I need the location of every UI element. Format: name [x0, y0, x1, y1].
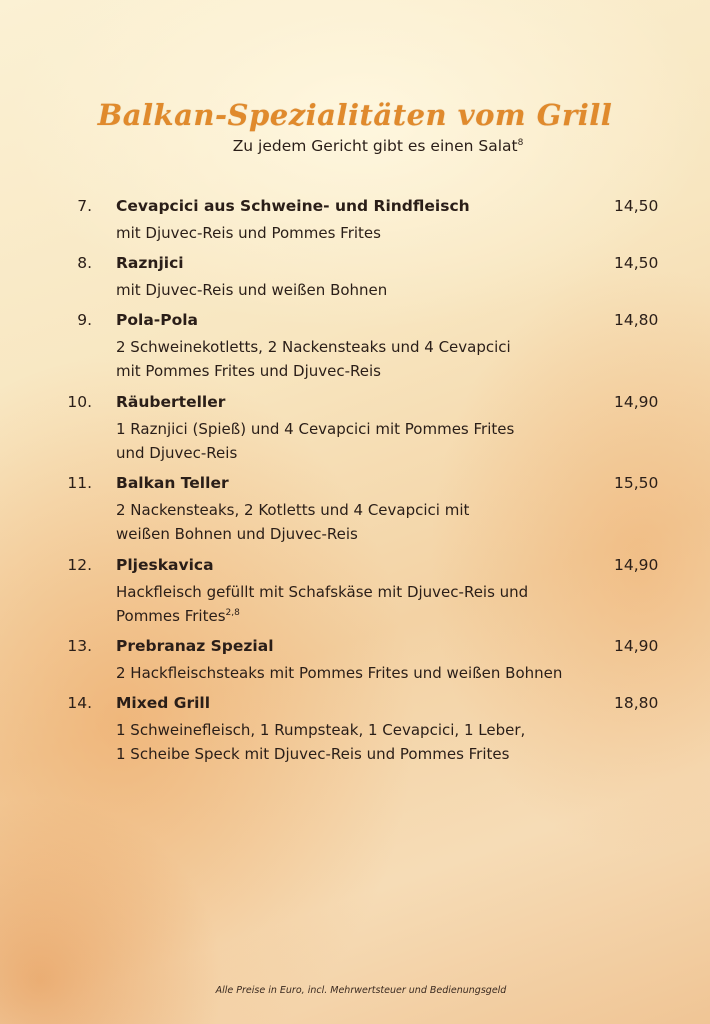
- menu-item-name: Mixed Grill: [116, 694, 211, 712]
- menu-item-price: 14,50: [614, 197, 659, 215]
- description-text: 1 Scheibe Speck mit Djuvec-Reis und Pommes Frites: [116, 745, 510, 763]
- description-text: 2 Nackensteaks, 2 Kotletts und 4 Cevapcici mit: [116, 501, 470, 519]
- description-line: [116, 580, 586, 604]
- description-line: [116, 661, 586, 685]
- description-line: [116, 742, 586, 766]
- menu-item-description: [116, 580, 586, 628]
- menu-item-number: 11.: [67, 474, 92, 492]
- menu-item-name: Pljeskavica: [116, 556, 214, 574]
- description-text: Pommes Frites: [116, 607, 226, 625]
- menu-item-price: 15,50: [614, 474, 659, 492]
- description-line: [116, 604, 586, 628]
- menu-item-description: [116, 335, 586, 383]
- menu-item-description: [116, 718, 586, 766]
- description-text: 1 Raznjici (Spieß) und 4 Cevapcici mit Pommes Frites: [116, 420, 515, 438]
- description-text: 2 Hackfleischsteaks mit Pommes Frites und weißen Bohnen: [116, 664, 563, 682]
- description-line: [116, 718, 586, 742]
- allergen-footnote: 2,8: [225, 608, 240, 618]
- subtitle-text: Zu jedem Gericht gibt es einen Salat: [232, 137, 518, 155]
- menu-item-price: 14,90: [614, 637, 659, 655]
- menu-item-description: [116, 661, 586, 685]
- menu-item-description: [116, 278, 586, 302]
- description-text: mit Djuvec-Reis und weißen Bohnen: [116, 281, 388, 299]
- menu-item-number: 13.: [67, 637, 92, 655]
- description-line: [116, 278, 586, 302]
- menu-item-description: [116, 417, 586, 465]
- menu-item-name: Räuberteller: [116, 393, 226, 411]
- description-line: [116, 498, 586, 522]
- description-text: weißen Bohnen und Djuvec-Reis: [116, 525, 358, 543]
- menu-subtitle: [0, 137, 710, 155]
- menu-item-price: 14,90: [614, 556, 659, 574]
- menu-item-number: 14.: [67, 694, 92, 712]
- description-text: Hackfleisch gefüllt mit Schafskäse mit Djuvec-Reis und: [116, 583, 529, 601]
- menu-item-price: 14,50: [614, 254, 659, 272]
- description-line: [116, 441, 586, 465]
- description-line: [116, 335, 586, 359]
- menu-item-price: 14,80: [614, 311, 659, 329]
- menu-item-number: 9.: [77, 311, 92, 329]
- description-line: [116, 522, 586, 546]
- menu-item-name: Cevapcici aus Schweine- und Rindfleisch: [116, 197, 470, 215]
- description-line: [116, 417, 586, 441]
- description-text: 2 Schweinekotletts, 2 Nackensteaks und 4 Cevapcici: [116, 338, 511, 356]
- description-text: 1 Schweinefleisch, 1 Rumpsteak, 1 Cevapcici, 1 Leber,: [116, 721, 526, 739]
- description-text: und Djuvec-Reis: [116, 444, 238, 462]
- menu-item-name: Raznjici: [116, 254, 184, 272]
- menu-title: Balkan-Spezialitäten vom Grill: [97, 98, 613, 132]
- menu-item-price: 14,90: [614, 393, 659, 411]
- description-line: [116, 221, 586, 245]
- menu-item-description: [116, 221, 586, 245]
- menu-item-number: 10.: [67, 393, 92, 411]
- menu-item-name: Pola-Pola: [116, 311, 198, 329]
- menu-item-price: 18,80: [614, 694, 659, 712]
- menu-item-name: Balkan Teller: [116, 474, 229, 492]
- description-line: [116, 359, 586, 383]
- price-note: Alle Preise in Euro, incl. Mehrwertsteuer und Bedienungsgeld: [215, 985, 507, 996]
- menu-item-number: 7.: [77, 197, 92, 215]
- menu-item-number: 8.: [77, 254, 92, 272]
- menu-item-name: Prebranaz Spezial: [116, 637, 274, 655]
- menu-item-description: [116, 498, 586, 546]
- subtitle-footnote: 8: [517, 137, 524, 148]
- menu-item-number: 12.: [67, 556, 92, 574]
- description-text: mit Pommes Frites und Djuvec-Reis: [116, 362, 381, 380]
- description-text: mit Djuvec-Reis und Pommes Frites: [116, 224, 381, 242]
